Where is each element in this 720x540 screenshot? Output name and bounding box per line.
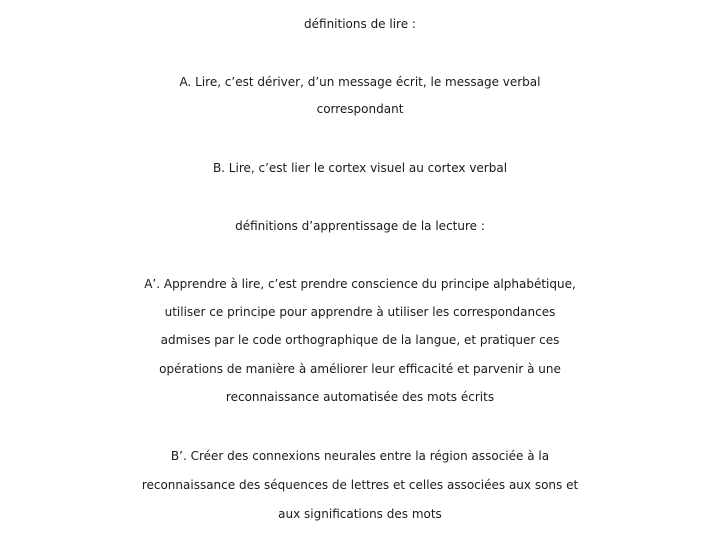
definition-a-line-2: correspondant xyxy=(316,102,404,116)
definition-a-line-1: A. Lire, c’est dériver, d’un message écrit, le message verbal xyxy=(179,75,541,89)
heading-definitions-lire: définitions de lire : xyxy=(304,17,416,31)
definition-a-prime-line-1: A’. Apprendre à lire, c’est prendre conscience du principe alphabétique, xyxy=(144,277,576,291)
heading-definitions-apprentissage: définitions d’apprentissage de la lecture : xyxy=(235,219,485,233)
definition-b-prime-line-3: aux significations des mots xyxy=(278,507,442,521)
definition-a-prime-line-5: reconnaissance automatisée des mots écrits xyxy=(225,390,495,404)
definition-a-prime-line-2: utiliser ce principe pour apprendre à utiliser les correspondances xyxy=(164,305,556,319)
definition-a-prime-line-3: admises par le code orthographique de la langue, et pratiquer ces xyxy=(160,333,560,347)
definition-b-prime-line-1: B’. Créer des connexions neurales entre la région associée à la xyxy=(170,449,550,463)
definition-a-prime-line-4: opérations de manière à améliorer leur efficacité et parvenir à une xyxy=(159,362,561,376)
definition-b-line-1: B. Lire, c’est lier le cortex visuel au cortex verbal xyxy=(212,161,508,175)
definition-b-prime-line-2: reconnaissance des séquences de lettres et celles associées aux sons et xyxy=(141,478,579,492)
